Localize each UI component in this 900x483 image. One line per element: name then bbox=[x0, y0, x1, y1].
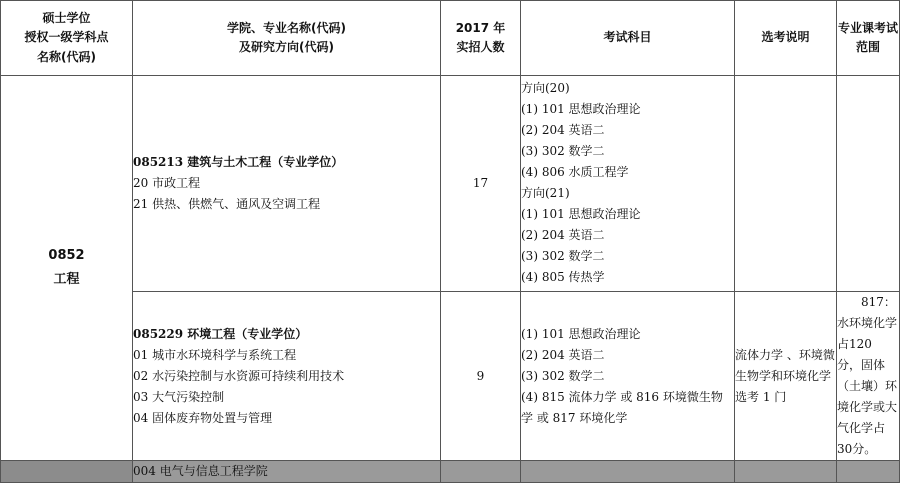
college-row-blank bbox=[441, 461, 521, 483]
college-row-blank bbox=[837, 461, 900, 483]
header-count bbox=[441, 1, 521, 76]
direction-item: 20 市政工程 bbox=[133, 176, 201, 190]
subject-item: (1) 101 思想政治理论 bbox=[521, 207, 641, 221]
subject-item: (3) 302 数学二 bbox=[521, 249, 605, 263]
count-cell: 9 bbox=[441, 292, 521, 461]
major-cell bbox=[133, 76, 441, 292]
table-row bbox=[1, 76, 900, 292]
direction-item: 01 城市水环境科学与系统工程 bbox=[133, 347, 297, 362]
subject-item: (4) 815 流体力学 或 816 环境微生物 bbox=[521, 389, 723, 404]
subject-item: (2) 204 英语二 bbox=[521, 123, 605, 137]
header-scope: 专业课考试范围 bbox=[837, 1, 900, 76]
note-cell: 流体力学 、环境微生物学和环境化学选考 1 门 bbox=[735, 292, 837, 461]
subject-item: 方向(21) bbox=[521, 186, 570, 200]
subjects-cell bbox=[521, 292, 735, 461]
header-note: 选考说明 bbox=[735, 1, 837, 76]
direction-item: 21 供热、供燃气、通风及空调工程 bbox=[133, 197, 321, 211]
college-row bbox=[1, 461, 900, 483]
header-row bbox=[1, 1, 900, 76]
header-count-line2: 实招人数 bbox=[456, 40, 505, 54]
direction-item: 04 固体废弃物处置与管理 bbox=[133, 410, 273, 425]
scope-cell bbox=[837, 76, 900, 292]
subjects-cell bbox=[521, 76, 735, 292]
subject-item: 方向(20) bbox=[521, 81, 570, 95]
major-title: 085229 环境工程（专业学位） bbox=[133, 326, 308, 341]
header-discipline-line3: 名称(代码) bbox=[37, 49, 96, 64]
header-major-line1: 学院、专业名称(代码) bbox=[227, 20, 346, 35]
college-row-blank bbox=[1, 461, 133, 483]
discipline-name: 工程 bbox=[53, 272, 80, 287]
subject-item: (4) 806 水质工程学 bbox=[521, 165, 629, 179]
subject-item: (3) 302 数学二 bbox=[521, 368, 605, 383]
header-major-line2: 及研究方向(代码) bbox=[239, 40, 334, 54]
subject-item: (4) 805 传热学 bbox=[521, 270, 605, 284]
college-name: 004 电气与信息工程学院 bbox=[133, 461, 441, 483]
scope-cell: 817：水环境化学占120 分，固体（土壤）环境化学或大气化学占 30分。 bbox=[837, 292, 900, 461]
subject-item: (1) 101 思想政治理论 bbox=[521, 102, 641, 116]
direction-item: 03 大气污染控制 bbox=[133, 389, 225, 404]
header-discipline-line2: 授权一级学科点 bbox=[24, 30, 109, 45]
count-cell: 17 bbox=[441, 76, 521, 292]
header-subjects: 考试科目 bbox=[521, 1, 735, 76]
discipline-code: 0852 bbox=[48, 248, 85, 263]
subject-item: (1) 101 思想政治理论 bbox=[521, 326, 641, 341]
header-discipline bbox=[1, 1, 133, 76]
subject-item: (2) 204 英语二 bbox=[521, 347, 605, 362]
header-count-line1: 2017 年 bbox=[455, 20, 506, 35]
header-discipline-line1: 硕士学位 bbox=[42, 11, 91, 26]
discipline-cell bbox=[1, 76, 133, 461]
note-cell bbox=[735, 76, 837, 292]
major-title: 085213 建筑与土木工程（专业学位） bbox=[133, 155, 344, 169]
college-row-blank bbox=[521, 461, 735, 483]
subject-item: (3) 302 数学二 bbox=[521, 144, 605, 158]
subject-item: (2) 204 英语二 bbox=[521, 228, 605, 242]
direction-item: 02 水污染控制与水资源可持续利用技术 bbox=[133, 368, 345, 383]
major-cell bbox=[133, 292, 441, 461]
table-row bbox=[1, 292, 900, 461]
header-major bbox=[133, 1, 441, 76]
subject-item: 学 或 817 环境化学 bbox=[521, 410, 628, 425]
college-row-blank bbox=[735, 461, 837, 483]
